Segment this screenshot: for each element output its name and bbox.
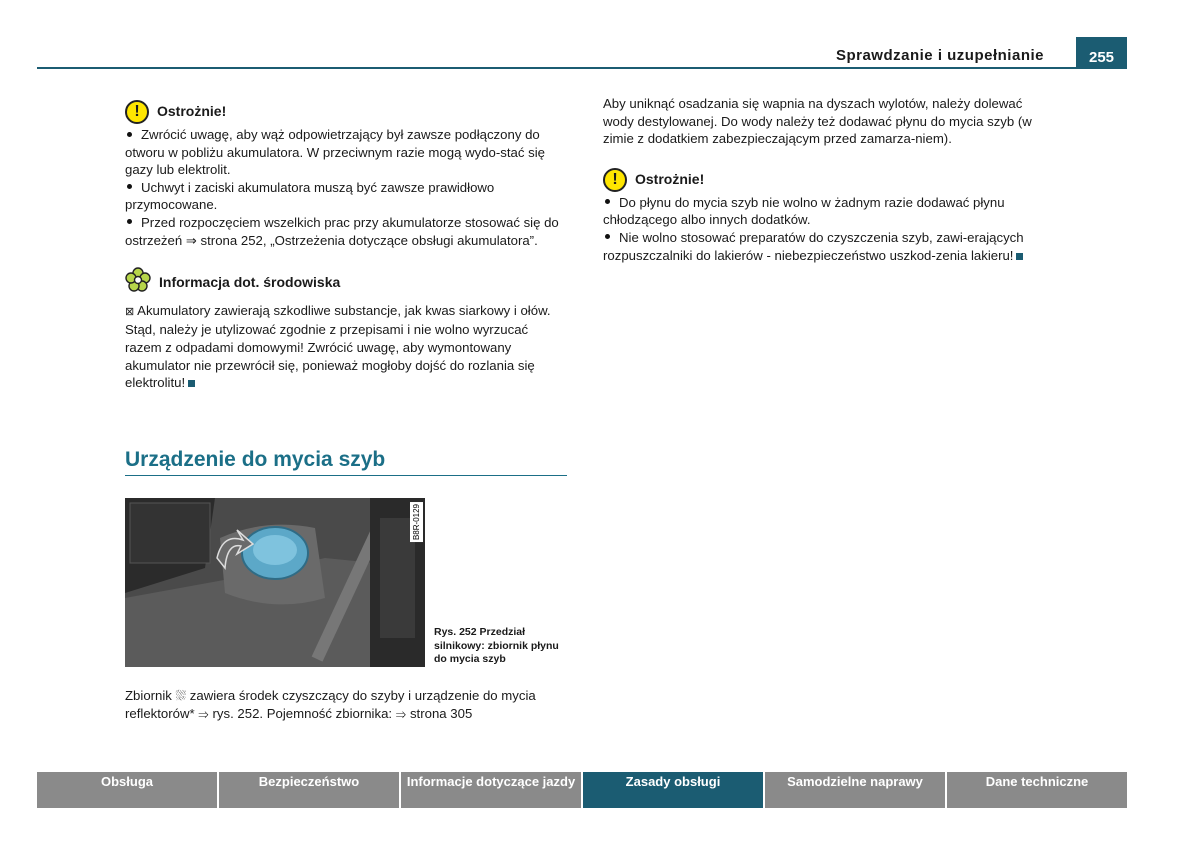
bin-icon: ⊠ bbox=[125, 305, 135, 318]
end-mark bbox=[188, 380, 195, 387]
flower-icon bbox=[125, 267, 151, 298]
body-text: Zbiornik ⛆ zawiera środek czyszczący do szyby i urządzenie do mycia reflektorów* ⇒ rys. 252. Pojemność zbiornika: ⇒ strona 305 bbox=[125, 688, 536, 721]
warning-bullet: Nie wolno stosować preparatów do czyszczenia szyb, zawi-erających rozpuszczalniki do lakierów - niebezpieczeństwo uszkod-zenia lakieru! bbox=[603, 229, 1024, 263]
tab-dane-techniczne[interactable]: Dane techniczne bbox=[947, 772, 1127, 808]
env-title: Informacja dot. środowiska bbox=[159, 273, 341, 290]
tab-obsluga[interactable]: Obsługa bbox=[37, 772, 219, 808]
tab-informacje[interactable]: Informacje dotyczące jazdy bbox=[401, 772, 583, 808]
warning-heading bbox=[603, 168, 1048, 192]
page-number: 255 bbox=[1076, 37, 1127, 69]
env-text: ⊠ Akumulatory zawierają szkodliwe substancje, jak kwas siarkowy i ołów. Stąd, należy je utylizować zgodnie z przepisami i nie wolno wyrzucać razem z odpadami domowymi! Zwrócić uwagę, aby wymontowany akumulator nie przewrócił się, ponieważ mogłoby dojść do rozlania się elektrolitu! bbox=[125, 302, 551, 391]
chapter-nav bbox=[37, 772, 1127, 808]
section-rule bbox=[125, 475, 567, 476]
tab-samodzielne-naprawy[interactable]: Samodzielne naprawy bbox=[765, 772, 947, 808]
tab-bezpieczenstwo[interactable]: Bezpieczeństwo bbox=[219, 772, 401, 808]
figure-code: B8R-0129 bbox=[412, 504, 421, 541]
warning-heading bbox=[125, 100, 567, 124]
section-title: Urządzenie do mycia szyb bbox=[125, 448, 386, 471]
end-mark bbox=[1016, 253, 1023, 260]
exclamation-icon: ! bbox=[125, 100, 149, 124]
warning-title: Ostrożnie! bbox=[635, 170, 705, 187]
figure-caption: Rys. 252 Przedział silnikowy: zbiornik płynu do mycia szyb bbox=[434, 626, 559, 665]
warning-bullet: Uchwyt i zaciski akumulatora muszą być zawsze prawidłowo przymocowane. bbox=[125, 179, 495, 213]
intro-text: Aby uniknąć osadzania się wapnia na dyszach wylotów, należy dolewać wody destylowanej. Do wody należy też dodawać płynu do mycia szyb (w zimie z dodatkiem zabezpieczającym przed zamarza-niem). bbox=[603, 96, 1032, 147]
header-title: Sprawdzanie i uzupełnianie bbox=[835, 47, 1044, 64]
right-column bbox=[603, 95, 1048, 264]
warning-bullet: Do płynu do mycia szyb nie wolno w żadnym razie dodawać płynu chłodzącego albo innych dodatków. bbox=[603, 194, 1005, 228]
engine-bay-photo bbox=[125, 498, 425, 667]
header-rule bbox=[37, 67, 1077, 69]
warning-bullet: Zwrócić uwagę, aby wąż odpowietrzający był zawsze podłączony do otworu w pobliżu akumulatora. W przeciwnym razie mogą wydo-stać się gazy lub elektrolit. bbox=[125, 127, 545, 178]
tab-zasady-obslugi[interactable]: Zasady obsługi bbox=[583, 772, 765, 808]
exclamation-icon: ! bbox=[603, 168, 627, 192]
warning-title: Ostrożnie! bbox=[157, 103, 227, 120]
left-column bbox=[125, 100, 567, 392]
env-heading bbox=[125, 267, 567, 298]
warning-bullet: Przed rozpoczęciem wszelkich prac przy akumulatorze stosować się do ostrzeżeń ⇒ strona 252, „Ostrzeżenia dotyczące obsługi akumulatora”. bbox=[125, 214, 559, 248]
